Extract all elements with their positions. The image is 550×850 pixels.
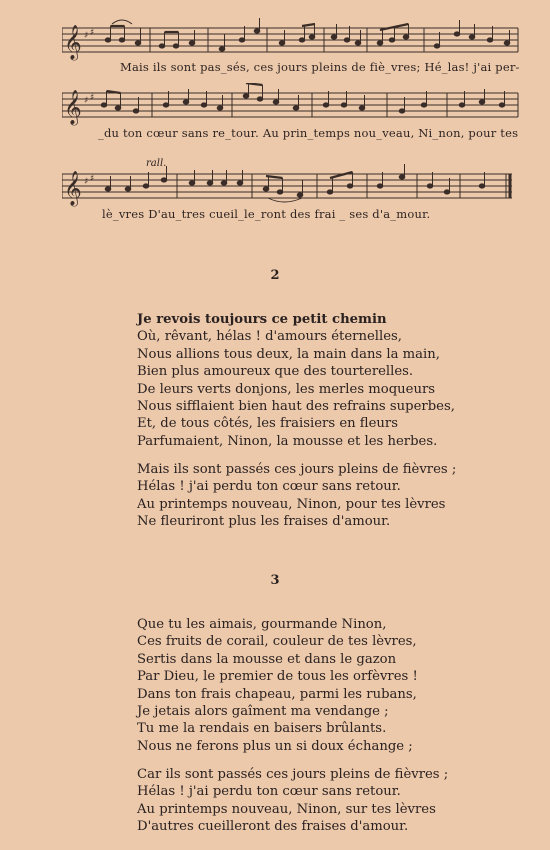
refrain-line: Car ils sont passés ces jours pleins de fièvres ;: [137, 767, 449, 782]
staff-notation-1: [62, 18, 520, 64]
stanza-2-refrain: [137, 461, 456, 531]
staff-notation-3: [62, 164, 520, 210]
verse-line: Bien plus amoureux que des tourterelles.: [137, 364, 414, 380]
tempo-marking: rall.: [146, 158, 167, 169]
svg-text:♯: ♯: [90, 174, 95, 184]
verse-line: Où, rêvant, hélas ! d'amours éternelles,: [137, 329, 402, 345]
svg-text:♯: ♯: [84, 177, 89, 187]
svg-text:𝄞: 𝄞: [64, 25, 82, 60]
svg-text:𝄞: 𝄞: [64, 171, 82, 206]
refrain-line: Ne fleuriront plus les fraises d'amour.: [137, 514, 391, 530]
music-staff-2: [62, 83, 520, 140]
refrain-line: Au printemps nouveau, Ninon, pour tes lèvres: [137, 496, 446, 512]
music-staff-3: [62, 158, 520, 221]
refrain-line: Hélas ! j'ai perdu ton cœur sans retour.: [137, 784, 401, 800]
verse-line: Je revois toujours ce petit chemin: [137, 312, 387, 327]
verse-line: De leurs verts donjons, les merles moqueurs: [137, 381, 436, 397]
lyrics-line-3: lè_vres D'au_tres cueil_le_ront des frai _ ses d'a_mour.: [102, 207, 431, 221]
svg-text:♯: ♯: [90, 93, 95, 103]
stanza-3-verse: [137, 616, 418, 755]
stanza-number-3: 3: [270, 573, 280, 588]
verse-line: Nous sifflaient bien haut des refrains superbes,: [137, 399, 455, 415]
verse-line: Sertis dans la mousse et dans le gazon: [137, 651, 397, 667]
lyrics-line-1: Mais ils sont pas_sés, ces jours pleins de fiè_vres; Hé_las! j'ai per-: [120, 60, 520, 74]
staff-notation-2: [62, 83, 520, 129]
svg-text:♯: ♯: [90, 28, 95, 38]
verse-line: Je jetais alors gaîment ma vendange ;: [137, 704, 389, 720]
verse-line: Parfumaient, Ninon, la mousse et les herbes.: [137, 433, 438, 449]
svg-text:♯: ♯: [84, 96, 89, 106]
stanza-3-refrain: [137, 766, 448, 836]
refrain-line: Hélas ! j'ai perdu ton cœur sans retour.: [137, 479, 401, 495]
music-staff-1: [62, 18, 520, 74]
refrain-line: Au printemps nouveau, Ninon, sur tes lèvres: [137, 801, 436, 817]
verse-line: Que tu les aimais, gourmande Ninon,: [137, 617, 387, 632]
verse-line: Par Dieu, le premier de tous les orfèvres !: [137, 669, 418, 685]
lyrics-line-2: _du ton cœur sans re_tour. Au prin_temps nou_veau, Ni_non, pour tes: [98, 126, 519, 140]
stanza-number-2: 2: [270, 268, 280, 283]
svg-text:♯: ♯: [84, 31, 89, 41]
verse-line: Nous ne ferons plus un si doux échange ;: [137, 738, 413, 754]
svg-text:𝄞: 𝄞: [64, 90, 82, 125]
verse-line: Tu me la rendais en baisers brûlants.: [137, 721, 387, 737]
stanza-2-verse: [137, 311, 455, 450]
refrain-line: Mais ils sont passés ces jours pleins de fièvres ;: [137, 462, 457, 477]
refrain-line: D'autres cueilleront des fraises d'amour.: [137, 819, 409, 835]
verse-line: Nous allions tous deux, la main dans la main,: [137, 346, 440, 362]
verse-line: Et, de tous côtés, les fraisiers en fleurs: [137, 416, 398, 432]
verse-line: Ces fruits de corail, couleur de tes lèvres,: [137, 634, 417, 650]
verse-line: Dans ton frais chapeau, parmi les rubans,: [137, 686, 417, 702]
